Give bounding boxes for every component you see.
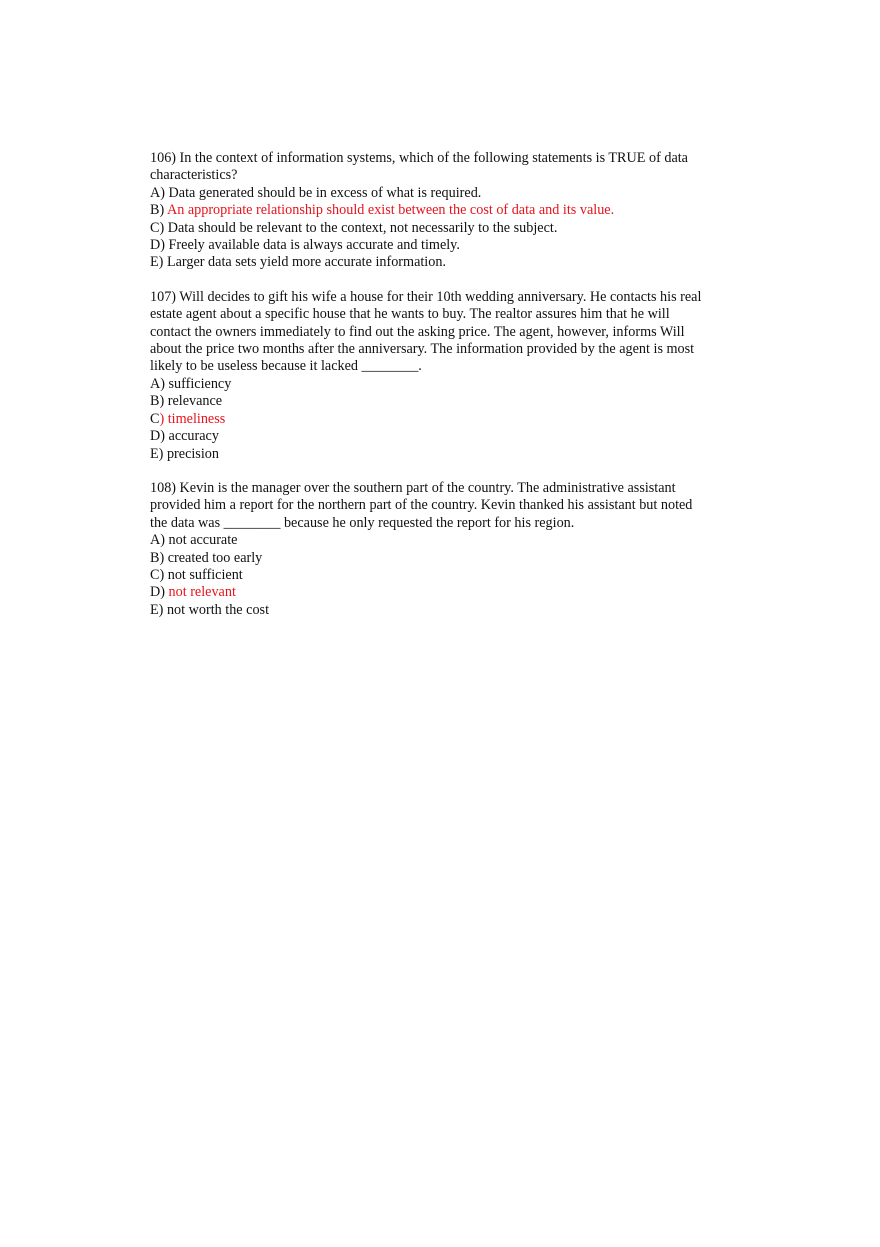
option-d-correct: [150, 584, 750, 601]
option-prefix: B): [150, 202, 167, 219]
option-b-correct: [150, 202, 750, 219]
option-c: [150, 567, 750, 584]
option-d: [150, 237, 750, 254]
option-text: accuracy: [168, 428, 219, 445]
option-prefix: C: [150, 410, 160, 427]
option-text: Freely available data is always accurate and timely.: [168, 237, 460, 254]
option-b: [150, 393, 750, 410]
option-prefix: A): [150, 184, 169, 201]
question-stem-line: the data was ________ because he only requested the report for his region.: [150, 514, 575, 531]
option-d: [150, 428, 750, 445]
question-stem-line: 106) In the context of information systems, which of the following statements is TRUE of data: [150, 150, 688, 166]
option-prefix: E): [150, 445, 167, 462]
question-list: [150, 150, 750, 636]
option-prefix: B): [150, 393, 168, 410]
option-prefix: A): [150, 375, 169, 392]
option-text: not accurate: [168, 532, 238, 549]
option-a: [150, 185, 750, 202]
option-text: Larger data sets yield more accurate information.: [166, 254, 446, 271]
question-stem-line: contact the owners immediately to find out the asking price. The agent, however, informs Will: [150, 323, 685, 340]
option-prefix: B): [150, 549, 168, 566]
option-prefix: C): [150, 219, 168, 236]
option-e: [150, 254, 750, 271]
question-stem-line: provided him a report for the northern part of the country. Kevin thanked his assistant but noted: [150, 497, 693, 514]
option-prefix: A): [150, 532, 169, 549]
option-prefix: E): [150, 601, 167, 618]
question-106: [150, 150, 750, 272]
correct-answer-text: not relevant: [168, 584, 236, 601]
question-107: [150, 289, 750, 463]
option-text: precision: [166, 445, 219, 462]
question-108: [150, 480, 750, 619]
option-prefix: E): [150, 254, 167, 271]
option-c: [150, 220, 750, 237]
question-stem-line: characteristics?: [150, 167, 238, 184]
option-b: [150, 550, 750, 567]
option-text: created too early: [167, 549, 263, 566]
option-text: sufficiency: [168, 375, 232, 392]
question-stem-line: 108) Kevin is the manager over the southern part of the country. The administrative assistant: [150, 479, 676, 496]
option-text: relevance: [167, 393, 223, 410]
option-c-correct: [150, 411, 750, 428]
option-text: Data should be relevant to the context, not necessarily to the subject.: [167, 219, 558, 236]
question-stem-line: likely to be useless because it lacked ________.: [150, 358, 422, 375]
option-e: [150, 446, 750, 463]
question-stem-line: 107) Will decides to gift his wife a house for their 10th wedding anniversary. He contacts his real: [150, 288, 702, 305]
correct-answer-text: An appropriate relationship should exist between the cost of data and its value.: [166, 202, 615, 219]
option-a: [150, 376, 750, 393]
option-text: Data generated should be in excess of what is required.: [168, 184, 482, 201]
question-stem-line: about the price two months after the anniversary. The information provided by the agent is most: [150, 341, 695, 358]
option-a: [150, 532, 750, 549]
option-text: not worth the cost: [166, 601, 270, 618]
option-prefix: D): [150, 428, 169, 445]
option-e: [150, 602, 750, 619]
question-stem-line: estate agent about a specific house that he wants to buy. The realtor assures him that he will: [150, 306, 670, 323]
option-prefix: D): [150, 237, 169, 254]
correct-answer-text: ) timeliness: [159, 410, 226, 427]
option-prefix: C): [150, 566, 168, 583]
option-text: not sufficient: [167, 566, 243, 583]
option-prefix: D): [150, 584, 169, 601]
